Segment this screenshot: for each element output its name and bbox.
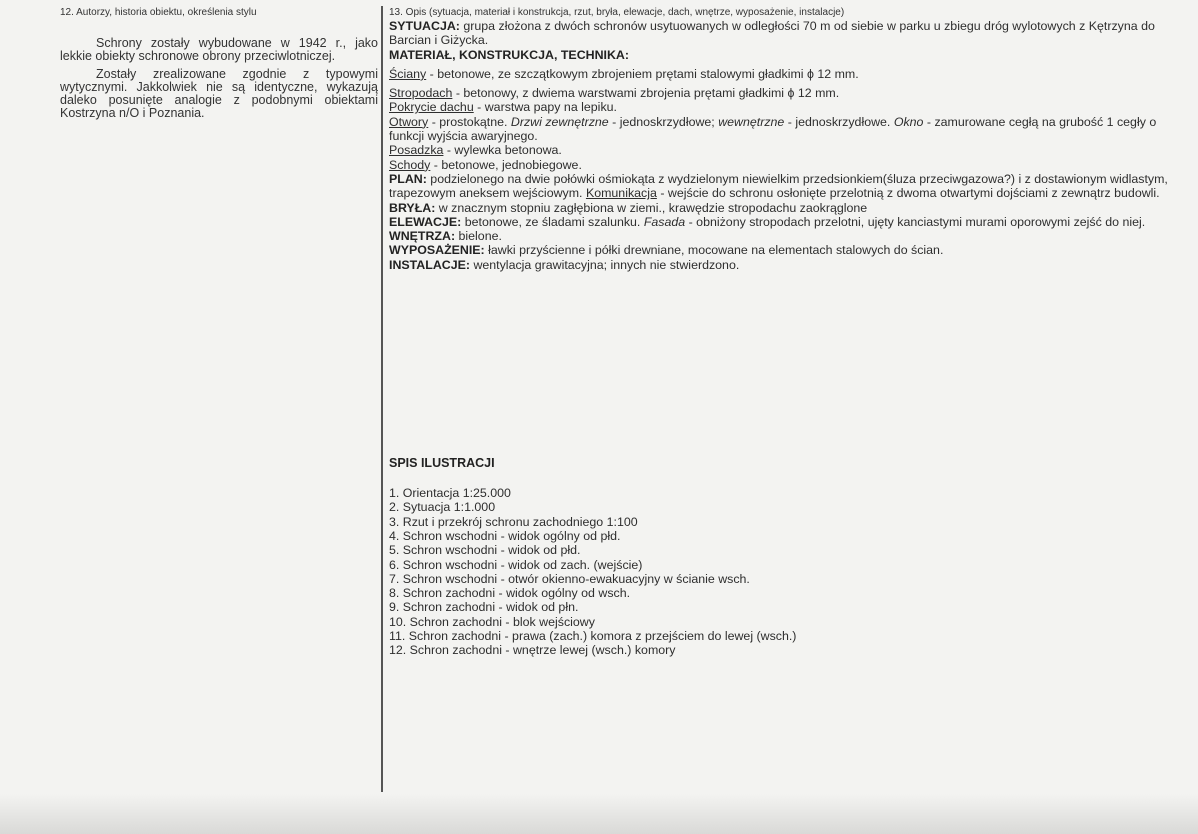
stropodach-label: Stropodach (389, 86, 453, 101)
schody-entry: Schody - betonowe, jednobiegowe. (389, 157, 582, 172)
history-paragraph-2: Zostały zrealizowane zgodnie z typowymi wytycznymi. Jakkolwiek nie są identyczne, wykazują daleko posunięte analogie z podobnymi obiektami Kostrzyna n/O i Poznania. (60, 67, 378, 120)
plan-label: PLAN: (389, 171, 427, 186)
otwory-label: Otwory (389, 114, 429, 129)
posadzka-entry: Posadzka - wylewka betonowa. (389, 143, 562, 158)
history-text (60, 37, 378, 120)
wyposazenie-label: WYPOSAŻENIE: (389, 243, 485, 258)
list-item: 3. Rzut i przekrój schronu zachodniego 1:100 (389, 514, 638, 529)
elewacje-entry: ELEWACJE: betonowe, ze śladami szalunku. Fasada - obniżony stropodach przelotni, ujęty kanciastymi murami oporowymi zejść do niej. (389, 214, 1146, 229)
list-item: 8. Schron zachodni - widok ogólny od wsch. (389, 586, 631, 601)
plan-entry: PLAN: podzielonego na dwie połówki ośmiokąta z wydzielonym niewielkim przedsionkiem(śluza przeciwgazowa?) i z dostawionym widlastym, trapezowym aneksem wejściowym. Komunikacja - wejście do schronu osłonięte przelotnią z dwoma otwartymi dojściami z zewnątrz budowli. (389, 171, 1168, 201)
wyposazenie-entry: WYPOSAŻENIE: ławki przyścienne i półki drewniane, mocowane na elementach stalowych do ścian. (389, 243, 944, 258)
instalacje-entry: INSTALACJE: wentylacja grawitacyjna; innych nie stwierdzono. (389, 257, 740, 272)
sciany-label: Ściany (389, 66, 427, 81)
sciany-entry (389, 67, 1190, 81)
sytuacja-text: grupa złożona z dwóch schronów usytuowanych w odległości 70 m od siebie w parku u zbiegu dróg wylotowych z Kętrzyna do Barcian i Giżycka. (389, 19, 1155, 48)
material-heading: MATERIAŁ, KONSTRUKCJA, TECHNIKA: (389, 47, 630, 62)
history-paragraph-1: Schrony zostały wybudowane w 1942 r., jako lekkie obiekty schronowe obrony przeciwlotniczej. (60, 36, 378, 63)
sytuacja-entry (389, 19, 1190, 48)
list-item: 2. Sytuacja 1:1.000 (389, 500, 496, 515)
okno-label: Okno (893, 114, 924, 129)
description-header: 13. Opis (sytuacja, materiał i konstrukcja, rzut, bryła, elewacje, dach, wnętrze, wyposażenie, instalacje) (389, 7, 845, 18)
drzwi-zewnetrzne-label: Drzwi zewnętrzne (510, 114, 609, 129)
description-body (389, 19, 1190, 272)
wnetrza-entry: WNĘTRZA: bielone. (389, 229, 502, 244)
pokrycie-entry (389, 100, 1190, 114)
posadzka-label: Posadzka (389, 143, 444, 158)
komunikacja-label: Komunikacja (585, 186, 657, 201)
pokrycie-text: - warstwa papy na lepiku. (473, 100, 617, 115)
instalacje-label: INSTALACJE: (389, 257, 470, 272)
scan-shadow (0, 794, 1198, 834)
list-item: 5. Schron wschodni - widok od płd. (389, 543, 581, 558)
history-column (60, 6, 378, 125)
bryla-label: BRYŁA: (389, 200, 436, 215)
pokrycie-label: Pokrycie dachu (389, 100, 474, 115)
list-item: 4. Schron wschodni - widok ogólny od płd. (389, 528, 621, 543)
fasada-label: Fasada (643, 214, 686, 229)
list-item: 10. Schron zachodni - blok wejściowy (389, 614, 595, 629)
bryla-entry: BRYŁA: w znacznym stopniu zagłębiona w ziemi., krawędzie stropodachu zaokrąglone (389, 200, 868, 215)
wnetrza-label: WNĘTRZA: (389, 229, 456, 244)
schody-label: Schody (389, 157, 431, 172)
stropodach-entry (389, 86, 1190, 100)
description-column (389, 6, 1190, 658)
elewacje-label: ELEWACJE: (389, 214, 462, 229)
column-divider (381, 6, 383, 792)
illustrations-title: SPIS ILUSTRACJI (389, 456, 495, 471)
sytuacja-label: SYTUACJA: (389, 19, 460, 33)
list-item: 12. Schron zachodni - wnętrze lewej (wsch.) komory (389, 643, 676, 658)
history-header: 12. Autorzy, historia obiektu, określenia stylu (60, 7, 257, 18)
list-item: 1. Orientacja 1:25.000 (389, 486, 511, 501)
list-item: 11. Schron zachodni - prawa (zach.) komora z przejściem do lewej (wsch.) (389, 629, 797, 644)
illustrations-list (389, 486, 1190, 658)
list-item: 6. Schron wschodni - widok od zach. (wejście) (389, 557, 643, 572)
otwory-entry: Otwory - prostokątne. Drzwi zewnętrzne - jednoskrzydłowe; wewnętrzne - jednoskrzydłowe. Okno - zamurowane cegłą na grubość 1 cegły o funkcji wyjścia awaryjnego. (389, 114, 1157, 144)
stropodach-text: - betonowy, z dwiema warstwami zbrojenia prętami gładkimi ϕ 12 mm. (452, 86, 840, 101)
list-item: 9. Schron zachodni - widok od płn. (389, 600, 579, 615)
wewnetrzne-label: wewnętrzne (718, 114, 785, 129)
list-item: 7. Schron wschodni - otwór okienno-ewakuacyjny w ścianie wsch. (389, 571, 750, 586)
sciany-text: - betonowe, ze szczątkowym zbrojeniem prętami stalowymi gładkimi ϕ 12 mm. (426, 66, 859, 81)
